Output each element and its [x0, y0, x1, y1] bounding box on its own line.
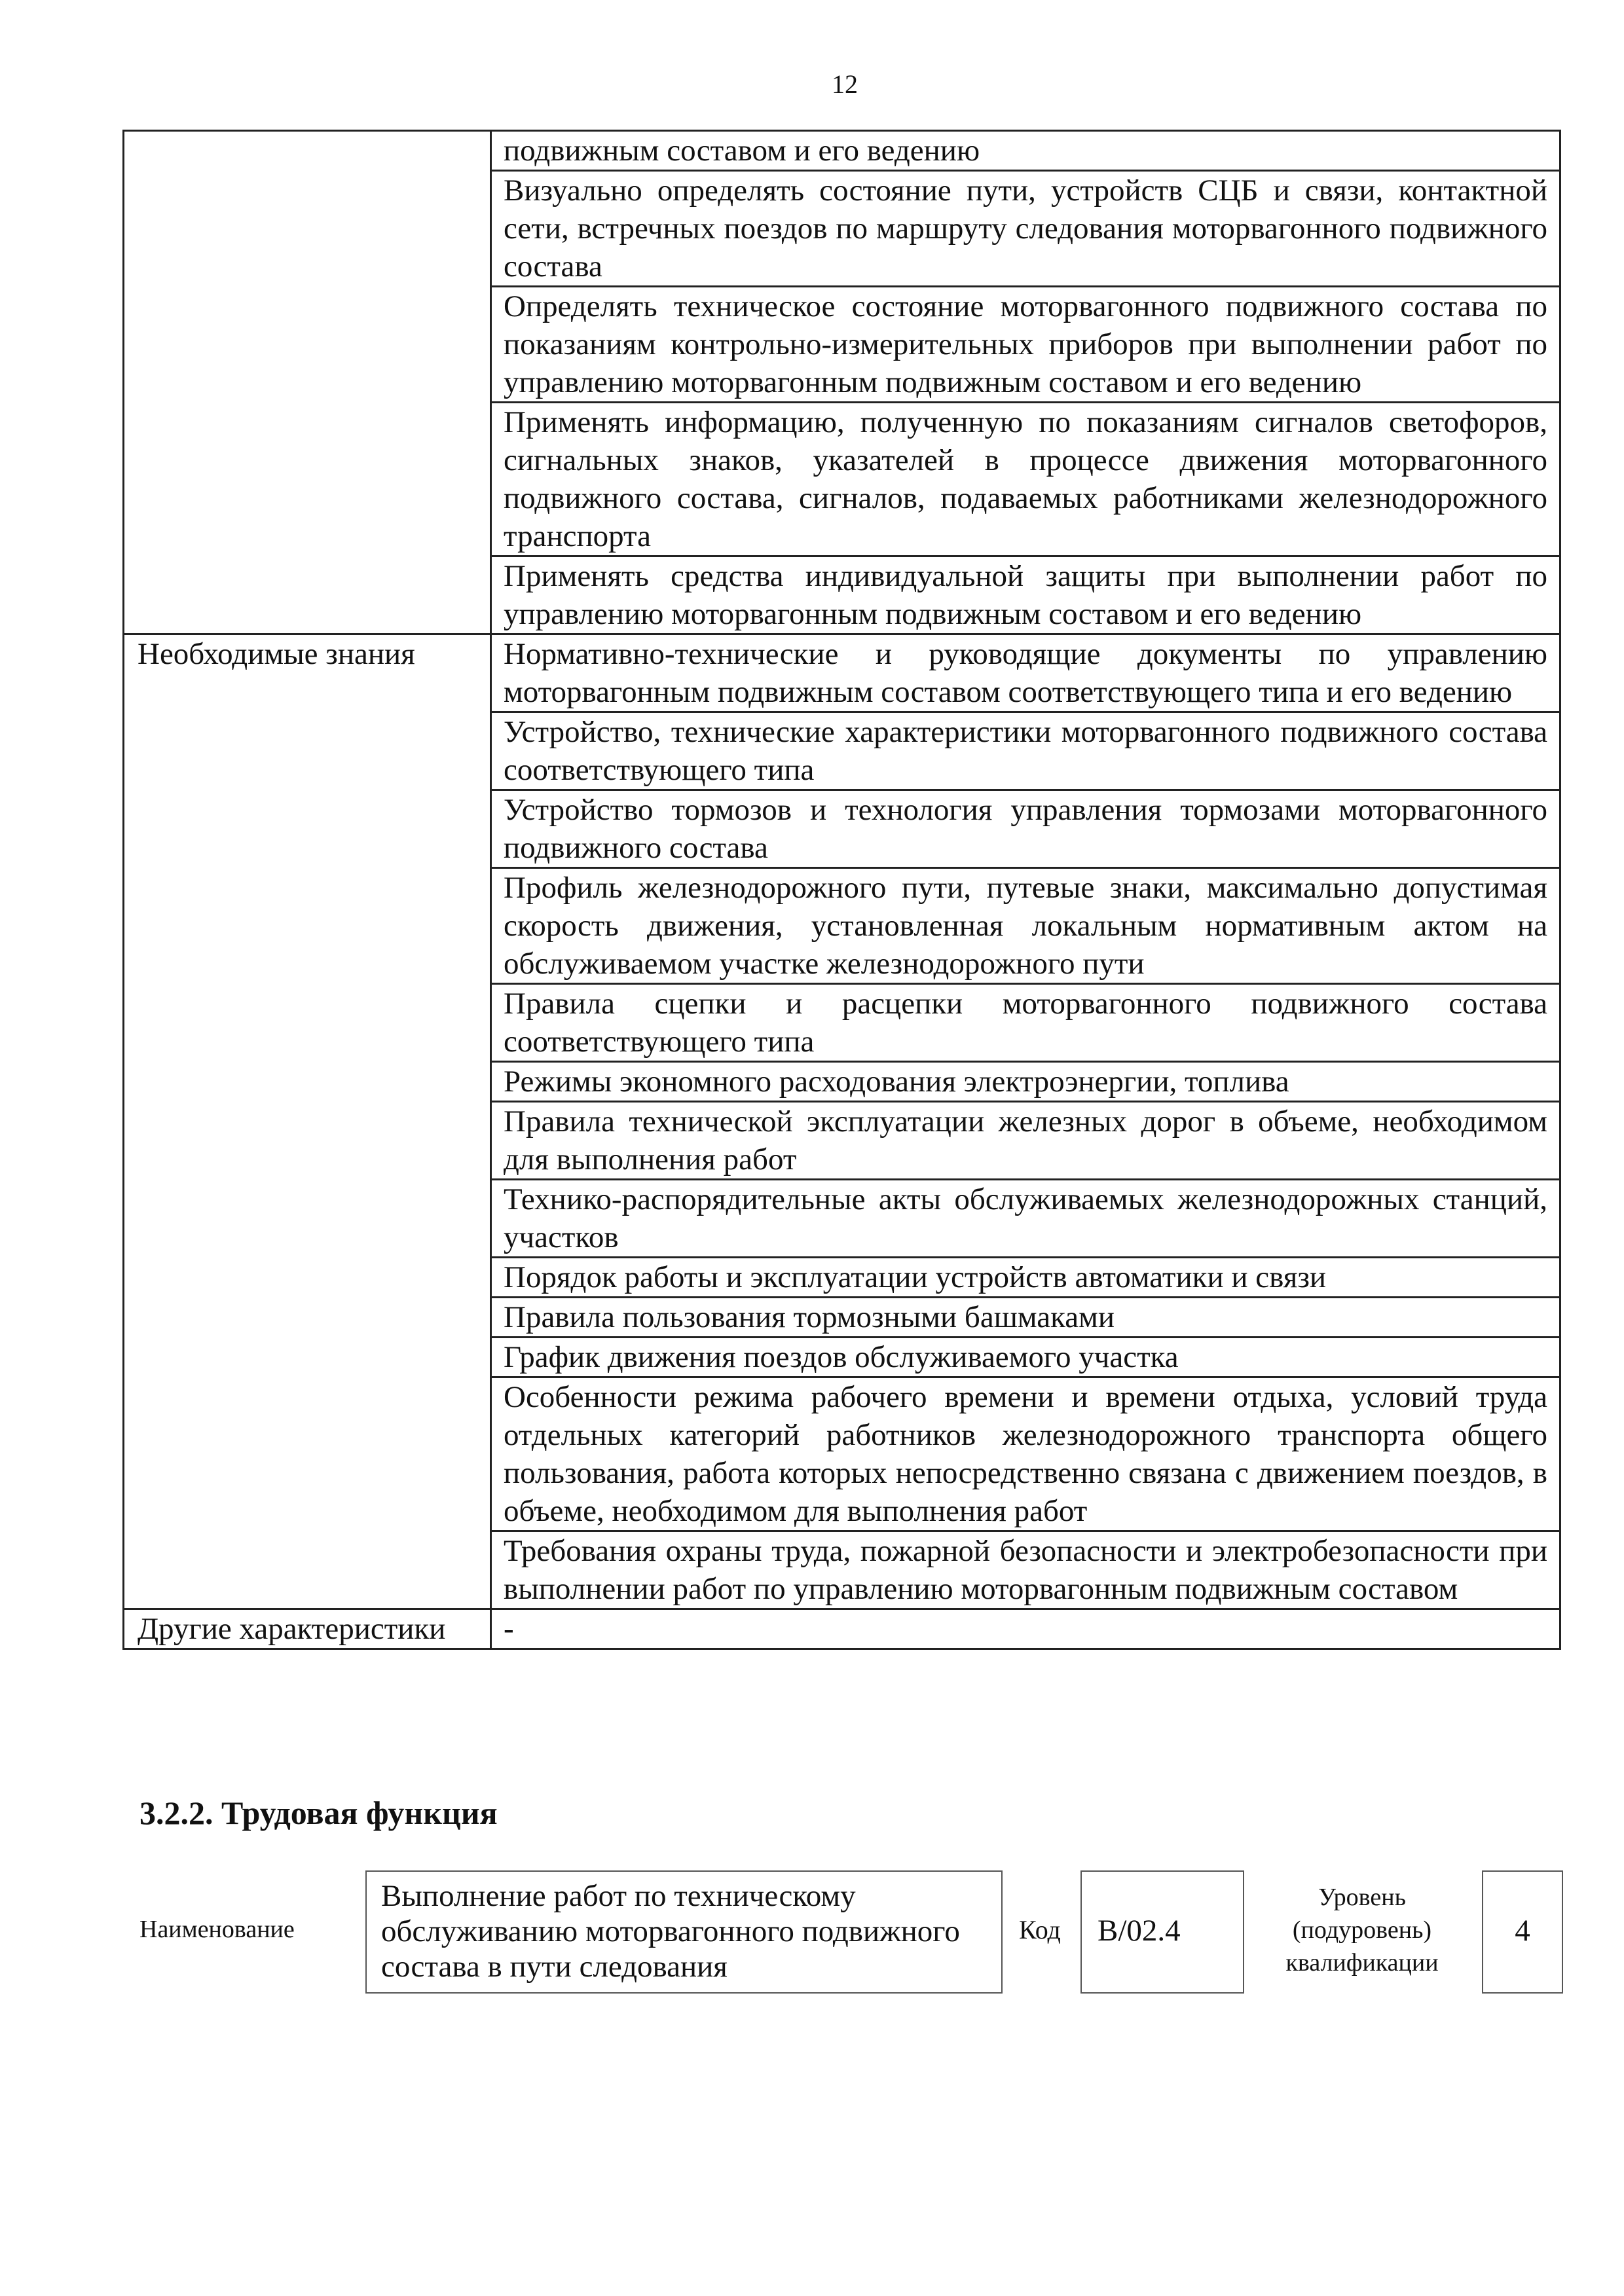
table-cell-right: График движения поездов обслуживаемого участка: [491, 1338, 1560, 1377]
name-value-box: Выполнение работ по техническому обслуживанию моторвагонного подвижного состава в пути следования: [365, 1870, 1003, 1994]
section-title: 3.2.2. Трудовая функция: [139, 1795, 498, 1831]
table-cell-right: Устройство тормозов и технология управления тормозами моторвагонного подвижного состава: [491, 790, 1560, 868]
table-cell-right: Определять техническое состояние моторвагонного подвижного состава по показаниям контрольно-измерительных приборов при выполнении работ по управлению моторвагонным подвижным составом и его ведению: [491, 287, 1560, 403]
table-cell-right: Применять информацию, полученную по показаниям сигналов светофоров, сигнальных знаков, указателей в процессе движения моторвагонного подвижного состава, сигналов, подаваемых работниками железнодорожного транспорта: [491, 403, 1560, 556]
required-knowledge-label: Необходимые знания: [124, 634, 491, 1609]
level-value-box: 4: [1482, 1870, 1563, 1994]
table-cell-right: Требования охраны труда, пожарной безопасности и электробезопасности при выполнении работ по управлению моторвагонным подвижным составом: [491, 1531, 1560, 1609]
name-label: Наименование: [139, 1916, 295, 1943]
table-cell-right: Профиль железнодорожного пути, путевые знаки, максимально допустимая скорость движения, установленная локальным нормативным актом на обслуживаемом участке железнодорожного пути: [491, 868, 1560, 984]
level-label: Уровень (подуровень) квалификации: [1285, 1884, 1439, 1977]
page-number: 12: [832, 69, 858, 99]
code-label: Код: [1019, 1915, 1061, 1944]
table-cell-right: Порядок работы и эксплуатации устройств автоматики и связи: [491, 1258, 1560, 1298]
other-characteristics-label: Другие характеристики: [124, 1609, 491, 1649]
competency-table: [122, 130, 1561, 1650]
table-cell-right: подвижным составом и его ведению: [491, 131, 1560, 171]
table-cell-right: Применять средства индивидуальной защиты при выполнении работ по управлению моторвагонным подвижным составом и его ведению: [491, 556, 1560, 634]
table-cell-right: Правила технической эксплуатации железных дорог в объеме, необходимом для выполнения работ: [491, 1102, 1560, 1180]
table-cell-right: Правила пользования тормозными башмаками: [491, 1298, 1560, 1338]
table-cell-right: Устройство, технические характеристики моторвагонного подвижного состава соответствующего типа: [491, 712, 1560, 790]
table-row: [124, 634, 1560, 712]
code-value-box: В/02.4: [1080, 1870, 1244, 1994]
table-row: [124, 1609, 1560, 1649]
table-cell-left: [124, 131, 491, 634]
table-row: [124, 131, 1560, 171]
table-cell-right: Правила сцепки и расцепки моторвагонного подвижного состава соответствующего типа: [491, 984, 1560, 1062]
table-cell-right: Особенности режима рабочего времени и времени отдыха, условий труда отдельных категорий работников железнодорожного транспорта общего пользования, работа которых непосредственно связана с движением поездов, в объеме, необходимом для выполнения работ: [491, 1377, 1560, 1531]
table-cell-right: Нормативно-технические и руководящие документы по управлению моторвагонным подвижным составом соответствующего типа и его ведению: [491, 634, 1560, 712]
table-cell-right: Визуально определять состояние пути, устройств СЦБ и связи, контактной сети, встречных поездов по маршруту следования моторвагонного подвижного состава: [491, 171, 1560, 287]
other-characteristics-value: -: [491, 1609, 1560, 1649]
table-cell-right: Режимы экономного расходования электроэнергии, топлива: [491, 1062, 1560, 1102]
table-cell-right: Технико-распорядительные акты обслуживаемых железнодорожных станций, участков: [491, 1180, 1560, 1258]
